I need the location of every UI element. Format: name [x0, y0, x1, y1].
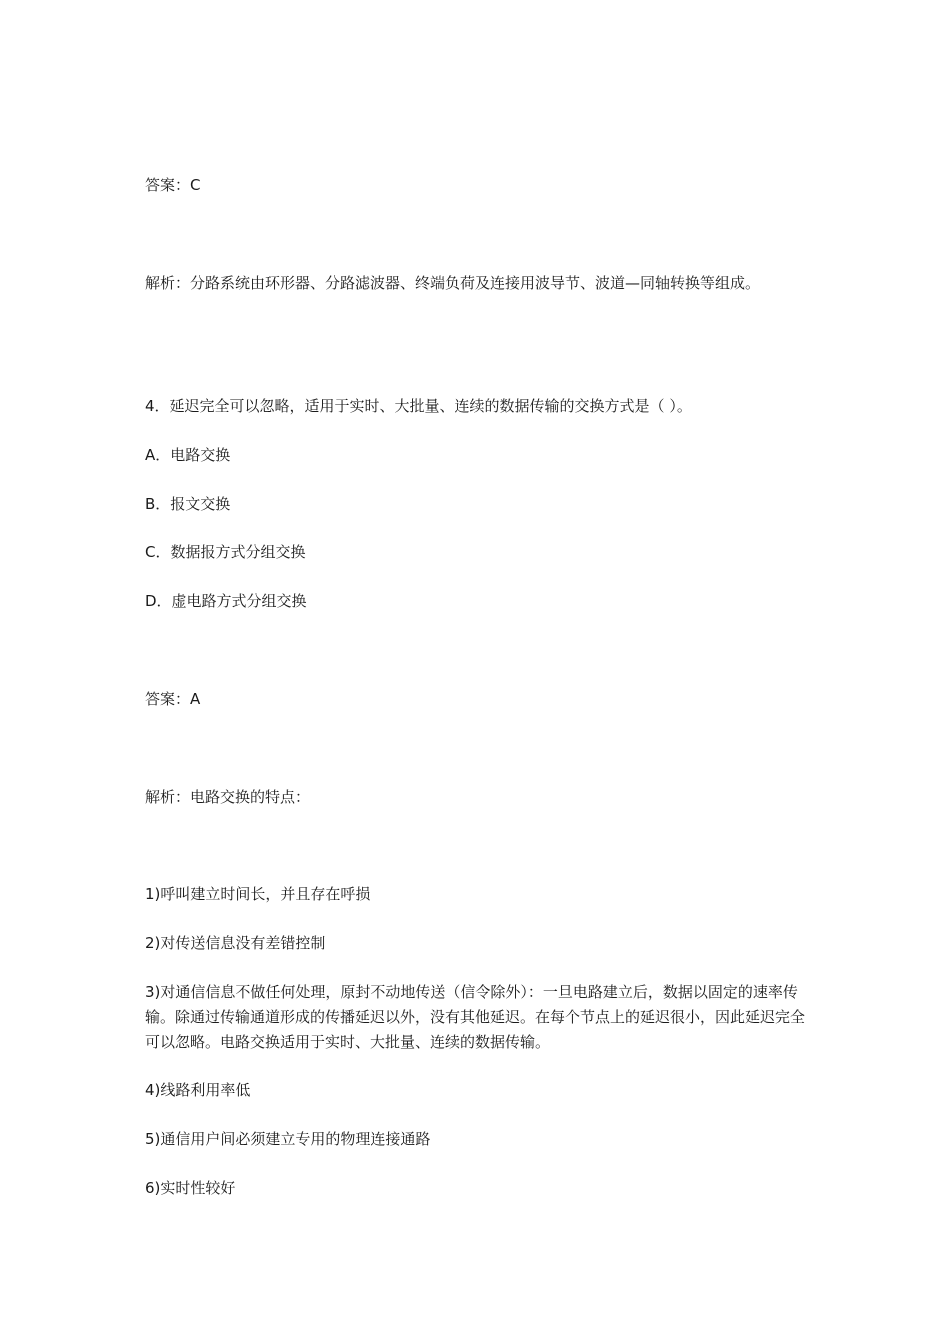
q4-option-c: C．数据报方式分组交换 — [145, 543, 306, 561]
q3-answer: 答案：C — [145, 176, 201, 194]
q4-option-b: B．报文交换 — [145, 495, 231, 513]
q4-option-a: A．电路交换 — [145, 446, 231, 464]
q4-point-2: 2)对传送信息没有差错控制 — [145, 934, 326, 952]
q3-analysis: 解析：分路系统由环形器、分路滤波器、终端负荷及连接用波导节、波道—同轴转换等组成。 — [145, 274, 761, 292]
q4-point-1: 1)呼叫建立时间长，并且存在呼损 — [145, 885, 371, 903]
q4-point-6: 6)实时性较好 — [145, 1179, 236, 1197]
q4-point-3: 3)对通信信息不做任何处理，原封不动地传送（信令除外）：一旦电路建立后，数据以固定的速率传输。除通过传输通道形成的传播延迟以外，没有其他延迟。在每个节点上的延迟很小，因此延迟完全可以忽略。电路交换适用于实时、大批量、连续的数据传输。 — [145, 983, 806, 1051]
q4-option-d: D．虚电路方式分组交换 — [145, 592, 307, 610]
q4-point-4: 4)线路利用率低 — [145, 1081, 251, 1099]
q4-question: 4．延迟完全可以忽略，适用于实时、大批量、连续的数据传输的交换方式是（ ）。 — [145, 397, 692, 415]
q4-answer: 答案：A — [145, 690, 201, 708]
q4-analysis-intro: 解析：电路交换的特点： — [145, 788, 311, 806]
q4-point-5: 5)通信用户间必须建立专用的物理连接通路 — [145, 1130, 431, 1148]
